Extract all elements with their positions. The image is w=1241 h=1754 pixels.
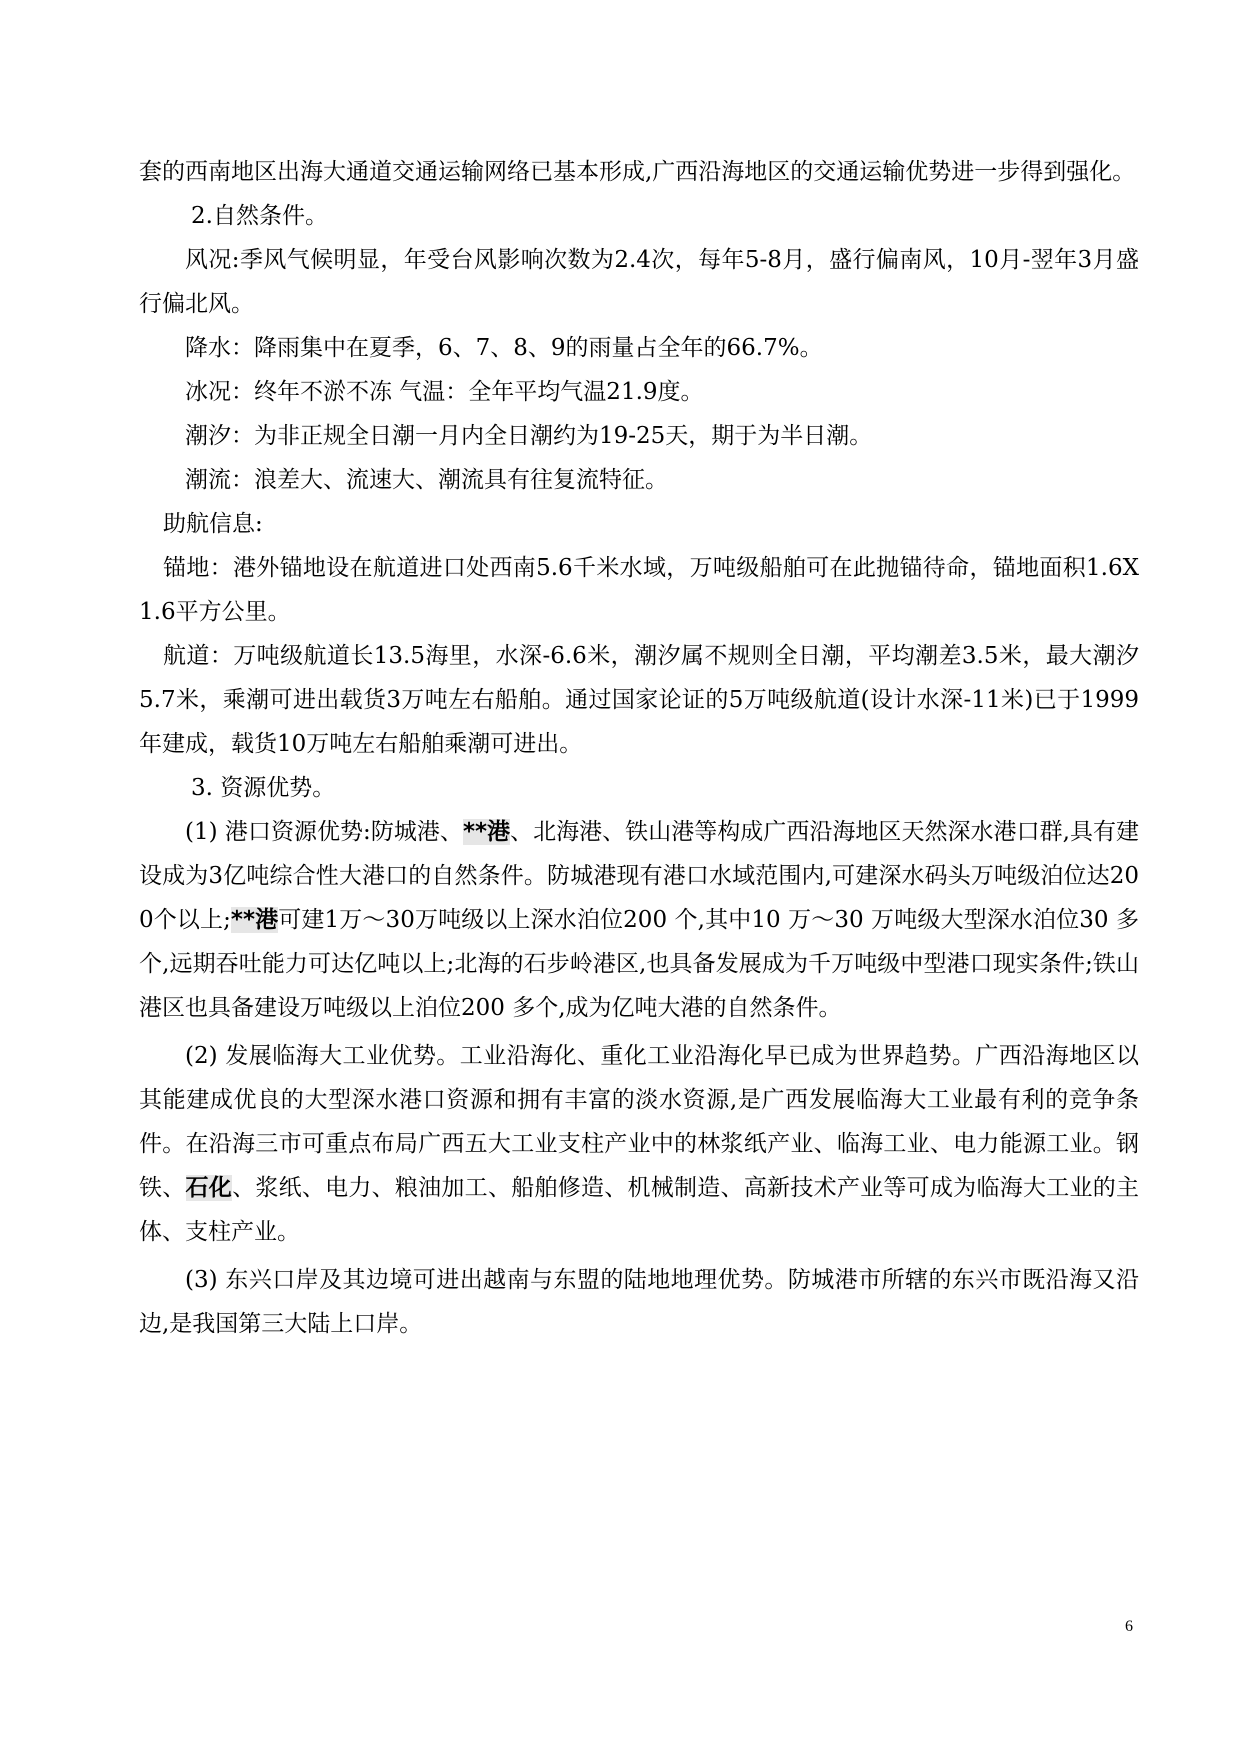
paragraph-ice-temperature: 冰况：终年不淤不冻 气温：全年平均气温21.9度。 xyxy=(185,379,704,405)
paragraph-coastal-industry xyxy=(139,1034,1139,1254)
heading-natural-conditions: 2.自然条件。 xyxy=(191,203,328,229)
paragraph-anchorage: 锚地：港外锚地设在航道进口处西南5.6千米水域，万吨级船舶可在此抛锚待命，锚地面积1.6X1.6平方公里。 xyxy=(139,555,1139,625)
paragraph-wind: 风况:季风气候明显，年受台风影响次数为2.4次，每年5-8月，盛行偏南风，10月-翌年3月盛行偏北风。 xyxy=(139,247,1139,317)
port-text-1: (1) 港口资源优势:防城港、 xyxy=(185,819,463,845)
industry-text-2: 、浆纸、电力、粮油加工、船舶修造、机械制造、高新技术产业等可成为临海大工业的主体、支柱产业。 xyxy=(139,1175,1140,1245)
industry-text-1: (2) 发展临海大工业优势。工业沿海化、重化工业沿海化早已成为世界趋势。广西沿海地区以其能建成优良的大型深水港口资源和拥有丰富的淡水资源,是广西发展临海大工业最有利的竞争条件。在沿海三市可重点布局广西五大工业支柱产业中的林浆纸产业、临海工业、电力能源工业。钢铁、 xyxy=(139,1043,1139,1201)
highlighted-industry-term: 石化 xyxy=(185,1175,233,1201)
paragraph-port-resources xyxy=(139,810,1139,1030)
heading-navigation-info: 助航信息: xyxy=(163,511,263,537)
paragraph-current: 潮流：浪差大、流速大、潮流具有往复流特征。 xyxy=(185,467,668,493)
paragraph-tide: 潮汐：为非正规全日潮一月内全日潮约为19-25天，期于为半日潮。 xyxy=(185,423,873,449)
highlighted-port-name: **港 xyxy=(462,819,511,845)
paragraph-transport-network: 套的西南地区出海大通道交通运输网络已基本形成,广西沿海地区的交通运输优势进一步得到强化。 xyxy=(139,159,1136,185)
paragraph-rainfall: 降水：降雨集中在夏季，6、7、8、9的雨量占全年的66.7%。 xyxy=(185,335,823,361)
heading-resource-advantages: 3. 资源优势。 xyxy=(191,775,336,801)
highlighted-port-name: **港 xyxy=(230,907,279,933)
paragraph-border-port: (3) 东兴口岸及其边境可进出越南与东盟的陆地地理优势。防城港市所辖的东兴市既沿海又沿边,是我国第三大陆上口岸。 xyxy=(139,1267,1139,1337)
document-body xyxy=(139,150,1139,1346)
page-number: 6 xyxy=(1125,1618,1133,1635)
port-text-2: 、北海港、铁山港等构成广西沿海地区天然深水港口群,具有建设成为3亿吨综合性大港口的自然条件。防城港现有港口水域范围内,可建深水码头万吨级泊位达200个以上; xyxy=(139,819,1140,933)
port-text-3: 可建1万～30万吨级以上深水泊位200 个,其中10 万～30 万吨级大型深水泊位30 多个,远期吞吐能力可达亿吨以上;北海的石步岭港区,也具备发展成为千万吨级中型港口现实条件;铁山港区也具备建设万吨级以上泊位200 多个,成为亿吨大港的自然条件。 xyxy=(139,907,1139,1021)
paragraph-channel: 航道：万吨级航道长13.5海里，水深-6.6米，潮汐属不规则全日潮，平均潮差3.5米，最大潮汐5.7米，乘潮可进出载货3万吨左右船舶。通过国家论证的5万吨级航道(设计水深-11米)已于1999年建成，载货10万吨左右船舶乘潮可进出。 xyxy=(139,643,1139,757)
